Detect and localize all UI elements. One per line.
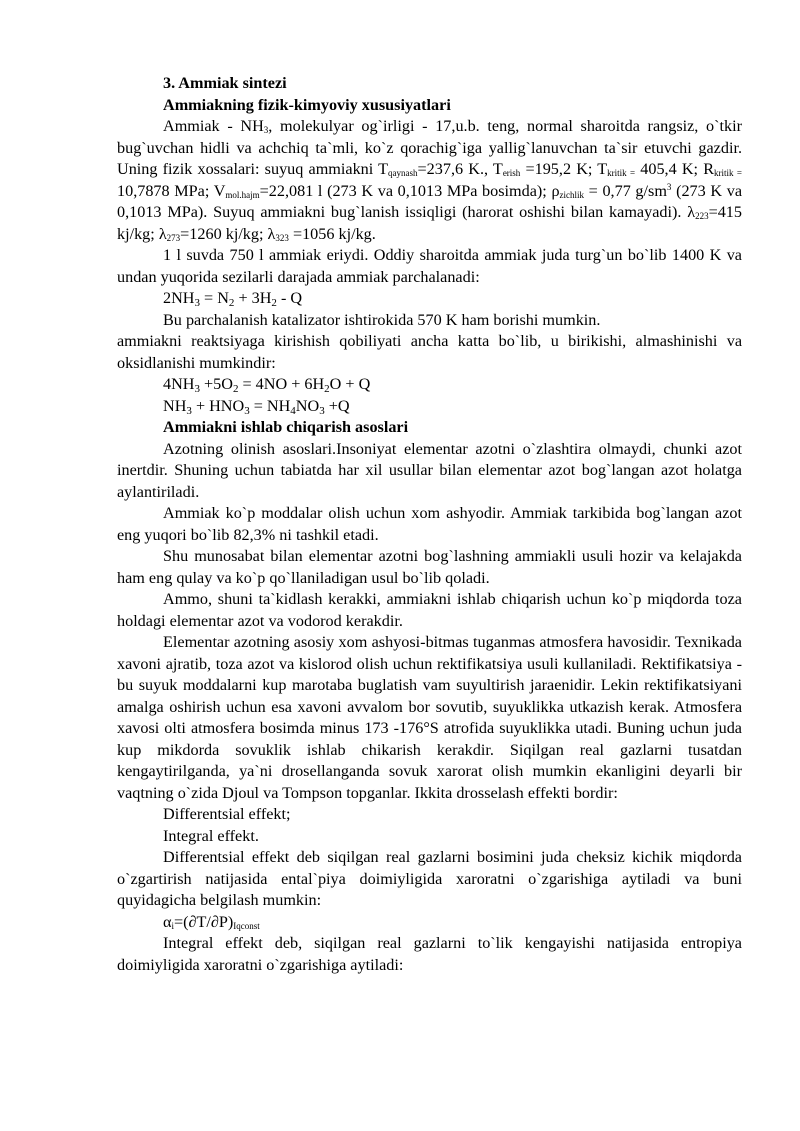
paragraph-differential-effect: Differentsial effekt deb siqilgan real gazlarni bosimini juda cheksiz kichik miqdorda o`zgartirish natijasida ental`piya doimiyligida xaroratni o`zgarishiga aytiladi va buni quyidagicha belgilash mumkin: [117,848,742,909]
section-heading-production: Ammiakni ishlab chiqarish asoslari [163,418,409,436]
formula-differential: $\alpha_i=(\partial T/\partial P)_{Iqconst}$ [163,912,260,931]
paragraph-reactivity: ammiakni reaktsiyaga kirishish qobiliyati ancha katta bo`lib, u birikishi, almashinishi va oksidlanishi mumkindir: [117,332,742,372]
document-page [117,73,742,976]
paragraph-note: Ammo, shuni ta`kidlash kerakki, ammiakni ishlab chiqarish uchun ko`p miqdorda toza holdagi elementar azot va vodorod kerakdir. [117,590,742,630]
paragraph-nitrogen-basics: Azotning olinish asoslari.Insoniyat elementar azotni o`zlashtira olmaydi, chunki azot inertdir. Shuning uchun tabiatda har xil usullar bilan elementar azot bog`langan azot holatga aylantiriladi. [117,439,742,501]
equation-oxidation: $4NH_3 +5O_2 = 4NO + 6H_2O + Q$ [163,375,371,395]
equation-decomposition: $2NH_3 = N_2 + 3H_2 - Q$ [163,289,303,309]
paragraph-solubility: 1 l suvda 750 l ammiak eriydi. Oddiy sharoitda ammiak juda turg`un bo`lib 1400 K va undan yuqorida sezilarli darajada ammiak parchalanadi: [117,246,742,286]
paragraph-catalyst: Bu parchalanish katalizator ishtirokida 570 K ham borishi mumkin. [163,310,601,329]
equation-nitrate: $NH_3 + HNO_3 = NH_4NO_3 +Q$ [163,396,350,417]
list-item-differential: Differentsial effekt; [163,805,291,823]
section-title: 3. Ammiak sintezi [163,74,287,92]
list-item-integral: Integral effekt. [163,826,259,845]
paragraph-rectification: Elementar azotning asosiy xom ashyosi-bitmas tuganmas atmosfera havosidir. Texnikada xavoni ajratib, toza azot va kislorod olish uchun rektifikatsiya usuli kullaniladi. Rektifikatsiya - bu suyuk moddalarni kup marotaba buglatish vam suyultirish jaraenidir. Lekin rektifikatsiyani amalga oshirish uchun esa xavoni avvalom bor sovutib, suyuklikka utkazish kerak. Atmosfera xavosi olti atmosfera bosimda minus 173 -176°S atrofida suyuklikka utadi. Buning uchun juda kup mikdorda sovuklik ishlab chikarish kerakdir. Siqilgan real gazlarni tusatdan kengaytirilganda, ya`ni drosellanganda sovuk xarorat olish mumkin ekanligini deyarli bir vaqtning o`zida Djoul va Tompson topganlar. Ikkita drosselash effekti bordir: [117,633,742,802]
section-subtitle: Ammiakning fizik-kimyoviy xususiyatlari [163,95,451,114]
paragraph-properties: Ammiak - $NH_3$, molekulyar og`irligi - 17,u.b. teng, normal sharoitda rangsiz, o`tkir bug`uvchan hidli va achchiq ta`mli, ko`z qorachig`iga yallig`lanuvchan ta`sir etuvchi gazdir. Uning fizik xossalari: suyuq ammiakni $T_{qaynash}=237,6$ K., $T_{erish} =195,2$ K; $T_{kritik =}$ 405,4 K; $R_{kritik =}$ 10,7878 MPa; $V_{mol.hajm}=22,081$ l (273 K va 0,1013 MPa bosimda); $\rho_{zichlik} = 0,77$ $g/sm^3$ (273 K va 0,1013 MPa). Suyuq ammiakni bug`lanish issiqligi (harorat oshishi bilan kamayadi). $\lambda_{223}=415$ kj/kg; $\lambda_{273}=1260$ kj/kg; $\lambda_{323} =1056$ kj/kg. [117,117,743,243]
paragraph-raw-material: Ammiak ko`p moddalar olish uchun xom ashyodir. Ammiak tarkibida bog`langan azot eng yuqori bo`lib 82,3% ni tashkil etadi. [117,504,742,544]
paragraph-integral-effect: Integral effekt deb, siqilgan real gazlarni to`lik kengayishi natijasida entropiya doimiyligida xaroratni o`zgarishiga aytiladi: [117,934,742,974]
paragraph-method: Shu munosabat bilan elementar azotni bog`lashning ammiakli usuli hozir va kelajakda ham eng qulay va ko`p qo`llaniladigan usul bo`lib qoladi. [117,547,742,587]
